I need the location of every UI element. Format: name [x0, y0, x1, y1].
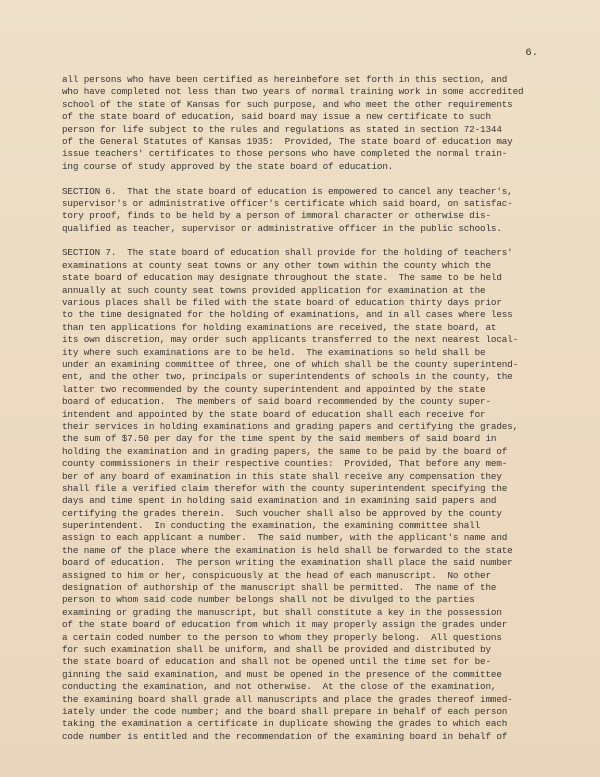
text-line: assigned to him or her, conspicuously at the head of each manuscript. No other: [62, 569, 491, 581]
text-line: board of education. The members of said board recommended by the county super-: [62, 396, 491, 408]
text-line: tory proof, finds to be held by a person of immoral character or otherwise dis-: [62, 210, 491, 222]
text-line: to the time designated for the holding of examinations, and in all cases where less: [62, 309, 513, 321]
page-number: 6.: [525, 47, 538, 59]
text-line: latter two recommended by the county superintendent and appointed by the state: [62, 383, 486, 395]
paragraph: [62, 186, 552, 236]
text-line: than ten applications for holding examinations are received, the state board, at: [62, 321, 497, 333]
paragraph: [62, 74, 552, 173]
text-line: the name of the place where the examination is held shall be forwarded to the state: [62, 544, 513, 556]
text-line: conducting the examination, and not otherwise. At the close of the examination,: [62, 681, 497, 693]
text-line: of the General Statutes of Kansas 1935: Provided, The state board of education may: [62, 135, 513, 147]
text-line: under an examining committee of three, one of which shall be the county superintend-: [62, 358, 519, 370]
text-line: board of education. The person writing the examination shall place the said number: [62, 557, 513, 569]
text-line: all persons who have been certified as hereinbefore set forth in this section, and: [62, 74, 508, 85]
text-line: code number is entitled and the recommendation of the examining board in behalf of: [62, 730, 508, 742]
text-line: its own discretion, may order such applicants transferred to the next nearest local-: [62, 334, 519, 346]
text-line: various places shall be filed with the state board of education thirty days prior: [62, 297, 502, 309]
text-line: intendent and appointed by the state board of education shall each receive for: [62, 408, 486, 420]
text-line: superintendent. In conducting the examination, the examining committee shall: [62, 520, 481, 532]
text-line: a certain coded number to the person to whom they properly belong. All questions: [62, 631, 502, 643]
text-line: annually at such county seat towns provided application for examination at the: [62, 284, 486, 296]
text-line: taking the examination a certificate in duplicate showing the grades to which each: [62, 718, 508, 730]
text-line: certifying the grades therein. Such voucher shall also be approved by the county: [62, 507, 502, 519]
text-line: SECTION 6. That the state board of education is empowered to cancel any teacher's,: [62, 185, 513, 197]
text-line: holding the examination and in grading papers, the same to be paid by the board of: [62, 445, 508, 457]
text-line: ber of any board of examination in this state shall receive any compensation they: [62, 470, 502, 482]
text-line: iately under the code number; and the board shall prepare in behalf of each person: [62, 705, 508, 717]
text-line: assign to each applicant a number. The said number, with the applicant's name and: [62, 532, 508, 544]
text-line: shall file a verified claim therefor with the county superintendent specifying the: [62, 482, 508, 494]
text-line: days and time spent in holding said examination and in examining said papers and: [62, 495, 497, 507]
text-line: ing course of study approved by the state board of education.: [62, 160, 394, 172]
text-line: for such examination shall be uniform, and shall be provided and distributed by: [62, 643, 491, 655]
text-line: of the state board of education from which it may properly assign the grades under: [62, 619, 508, 631]
text-line: the sum of $7.50 per day for the time spent by the said members of said board in: [62, 433, 497, 445]
text-line: their services in holding examinations and grading papers and certifying the grades,: [62, 420, 519, 432]
text-line: school of the state of Kansas for such purpose, and who meet the other requirements: [62, 98, 513, 110]
text-line: designation of authorship of the manuscript shall be permitted. The name of the: [62, 582, 497, 594]
paragraph: [62, 247, 552, 743]
text-line: the state board of education and shall not be opened until the time set for be-: [62, 656, 491, 668]
text-line: ginning the said examination, and must be opened in the presence of the committee: [62, 668, 502, 680]
text-line: ity where such examinations are to be held. The examinations so held shall be: [62, 346, 486, 358]
text-line: ent, and the other two, principals or superintendents of schools in the county, the: [62, 371, 513, 383]
text-line: examinations at county seat towns or any other town within the county which the: [62, 259, 491, 271]
text-line: state board of education may designate throughout the state. The same to be held: [62, 272, 502, 284]
document-body: [62, 74, 552, 755]
text-line: SECTION 7. The state board of education shall provide for the holding of teachers': [62, 247, 513, 259]
text-line: who have completed not less than two years of normal training work in some accredited: [62, 86, 524, 98]
text-line: county commissioners in their respective counties: Provided, That before any mem-: [62, 458, 508, 470]
text-line: the examining board shall grade all manuscripts and place the grades thereof immed-: [62, 693, 513, 705]
text-line: qualified as teacher, supervisor or administrative officer in the public schools.: [62, 222, 502, 234]
text-line: issue teachers' certificates to those persons who have completed the normal train-: [62, 148, 508, 160]
text-line: examining or grading the manuscript, but shall constitute a key in the possession: [62, 606, 502, 618]
text-line: person to whom said code number belongs shall not be divulged to the parties: [62, 594, 475, 606]
text-line: supervisor's or administrative officer's certificate which said board, on satisfac-: [62, 197, 513, 209]
text-line: of the state board of education, said board may issue a new certificate to such: [62, 111, 491, 123]
text-line: person for life subject to the rules and regulations as stated in section 72-1344: [62, 123, 502, 135]
